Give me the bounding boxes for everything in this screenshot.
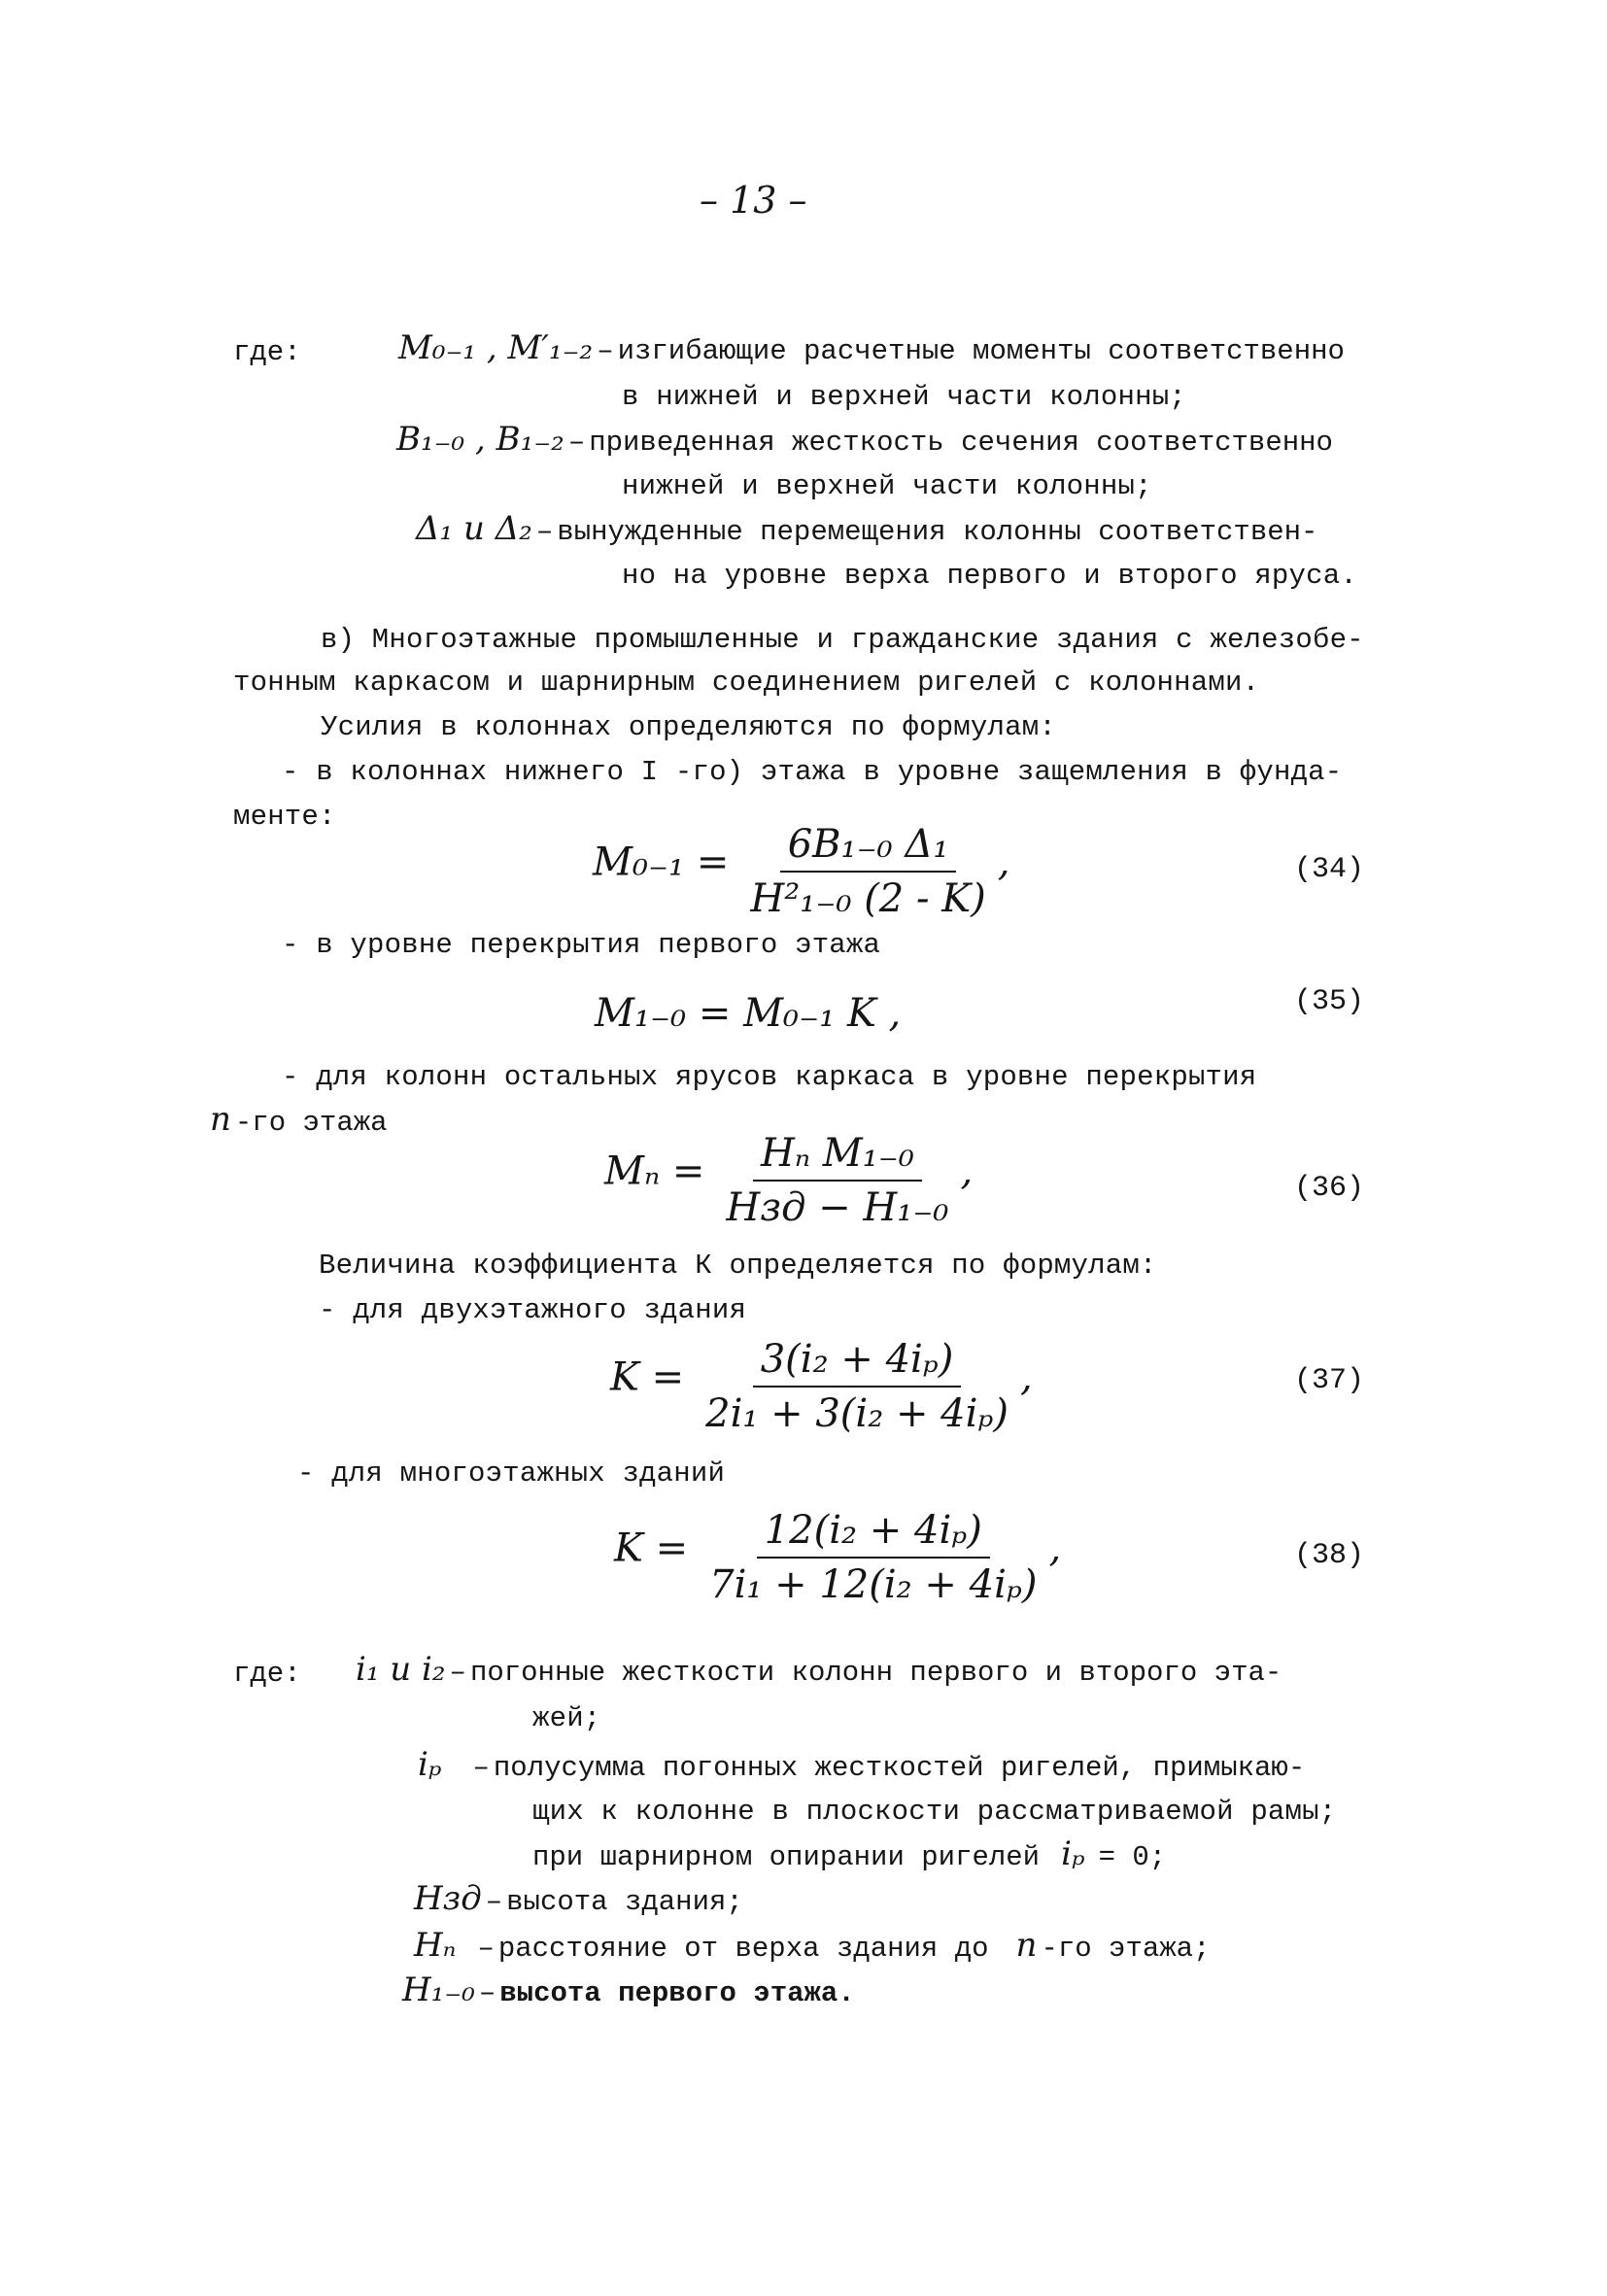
def-dash: – [449,1657,466,1689]
def-continuation: нижней и верхней части колонны; [622,470,1152,502]
def-dash: – [485,1886,503,1918]
numerator: 3(i₂ + 4iₚ) [753,1337,962,1388]
equation-number-38: (38) [1294,1539,1365,1572]
def-text: высота здания; [506,1886,743,1918]
def-text: расстояние от верха здания до [497,1933,989,1965]
fraction [718,1131,956,1230]
def-hinged-support [532,1834,1166,1873]
equation-lhs: K = [614,1525,689,1571]
equation-tail: , [1020,1354,1033,1400]
equation-34 [593,822,1009,921]
def-symbol: M₀₋₁ , M′₁₋₂ [398,328,594,367]
def-continuation: жей; [532,1702,601,1734]
def-dash: – [477,1933,495,1965]
numerator: 12(i₂ + 4iₚ) [757,1508,990,1559]
item-other-line1: - для колонн остальных ярусов каркаса в уровне перекрытия [282,1061,1257,1093]
def-dash: – [597,335,614,367]
hinge-symbol: iₚ [1061,1834,1085,1873]
def-text-tail: -го этажа; [1041,1933,1211,1965]
def-dash: – [535,516,554,548]
equation-number-35: (35) [1294,985,1365,1018]
equation-number-36: (36) [1294,1172,1365,1205]
equation-36 [604,1131,973,1230]
equation-number-34: (34) [1294,853,1365,886]
equation-lhs: Mₙ = [604,1148,705,1194]
efforts-intro: Усилия в колоннах определяются по формулам: [321,711,1056,743]
item-floor1: - в уровне перекрытия первого этажа [282,929,881,961]
def-symbol: Δ₁ и Δ₂ [416,509,532,548]
item-other-line2 [210,1100,388,1139]
def-row-stiffness [396,420,1333,459]
equation-number-37: (37) [1294,1364,1365,1397]
item-two-storey: - для двухэтажного здания [319,1294,747,1326]
def-text: высота первого этажа. [499,1977,855,2009]
def-dash: – [478,1977,496,2009]
equation-lhs: M₀₋₁ = [593,840,730,885]
denominator: 2i₁ + 3(i₂ + 4iₚ) [705,1391,1009,1436]
denominator: H²₁₋₀ (2 - K) [750,876,986,921]
fraction [742,822,993,921]
def-text: полусумма погонных жесткостей ригелей, примыкаю- [493,1752,1306,1784]
n-symbol: n [210,1100,231,1139]
def-row-column-stiffness [356,1650,1282,1689]
def-row-building-height [414,1879,743,1918]
fraction [698,1337,1016,1436]
def-text: погонные жесткости колонн первого и второго эта- [469,1657,1282,1689]
equation-37 [610,1337,1033,1436]
equation-38 [614,1508,1061,1607]
where-label-bottom: где: [233,1658,301,1690]
fraction [701,1508,1044,1607]
def-row-displacement [416,509,1317,548]
item-other-rest: -го этажа [234,1107,388,1139]
def-row-moments [398,328,1345,367]
def-symbol: B₁₋₀ , B₁₋₂ [396,420,564,459]
def-text: вынужденные перемещения колонны соответствен- [557,516,1318,548]
denominator: Hзд − H₁₋₀ [726,1185,949,1230]
def-row-first-floor [402,1970,855,2009]
equation-tail: , [1048,1525,1062,1571]
hinge-text: при шарнирном опирании ригелей [532,1841,1041,1873]
def-symbol: Hзд [414,1879,482,1918]
where-label-top: где: [233,336,301,368]
paragraph-v-line2: тонным каркасом и шарнирным соединением ригелей с колоннами. [233,667,1260,699]
k-intro: Величина коэффициента К определяется по формулам: [319,1250,1157,1282]
def-text: изгибающие расчетные моменты соответственно [617,335,1345,367]
def-row-distance [414,1926,1210,1965]
def-row-beam-stiffness [418,1745,1305,1784]
equation-35: M₁₋₀ = M₀₋₁ K , [595,991,902,1036]
denominator: 7i₁ + 12(i₂ + 4iₚ) [709,1562,1038,1607]
hinge-tail: = 0; [1098,1841,1167,1873]
def-dash: – [567,427,586,459]
def-continuation: щих к колонне в плоскости рассматриваемой рамы; [532,1796,1337,1828]
def-symbol: Hₙ [414,1926,457,1965]
numerator: 6B₁₋₀ Δ₁ [780,822,957,873]
paragraph-v-line1: в) Многоэтажные промышленные и гражданские здания с железобе- [321,624,1364,656]
def-symbol: iₚ [418,1745,442,1784]
def-text: приведенная жесткость сечения соответственно [589,427,1333,459]
def-dash: – [472,1752,490,1784]
item-multi-storey: - для многоэтажных зданий [297,1457,726,1490]
item-lower-line2: менте: [233,801,336,833]
page-number: – 13 – [700,179,807,222]
equation-tail: , [997,840,1010,885]
def-symbol: i₁ и i₂ [356,1650,446,1689]
def-continuation: но на уровне верха первого и второго яруса. [622,560,1357,592]
n-symbol: n [1015,1926,1038,1965]
def-symbol: H₁₋₀ [402,1970,475,2009]
equation-lhs: K = [610,1354,685,1400]
def-continuation: в нижней и верхней части колонны; [622,381,1186,413]
numerator: Hₙ M₁₋₀ [753,1131,922,1182]
equation-tail: , [960,1148,974,1194]
item-lower-line1: - в колоннах нижнего I -го) этажа в уровне защемления в фунда- [282,756,1343,788]
